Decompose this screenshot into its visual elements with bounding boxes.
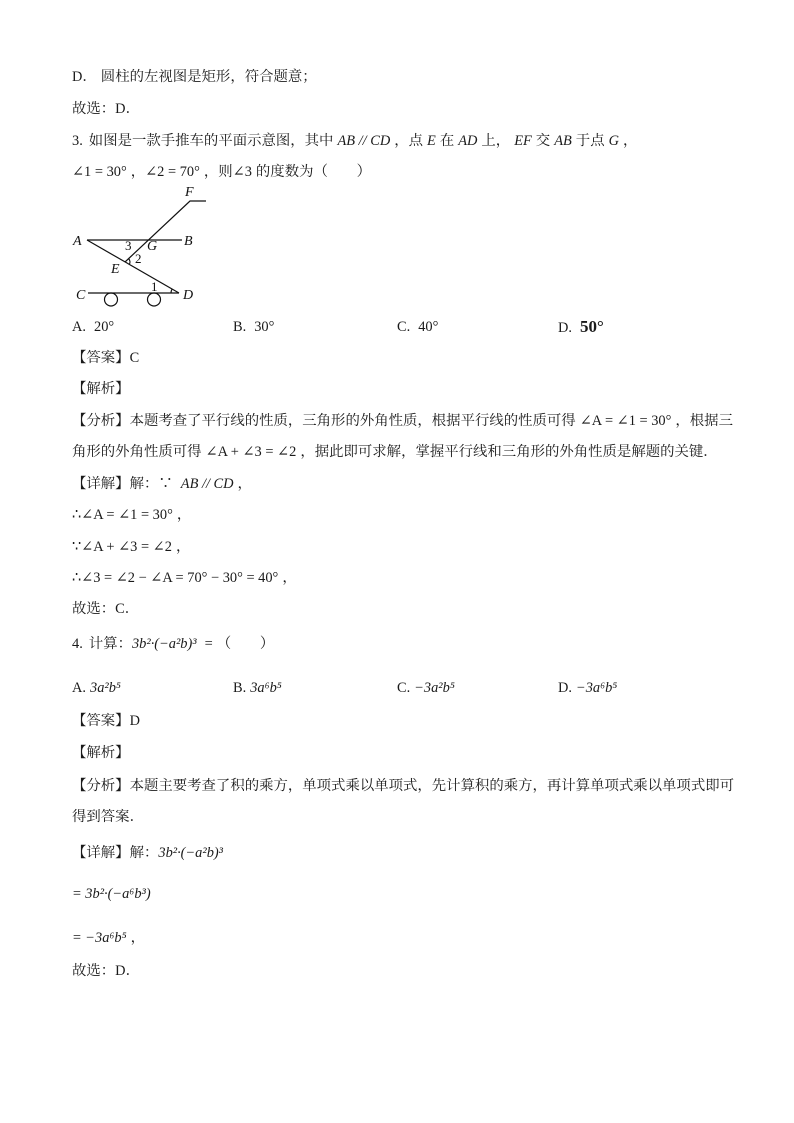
q3-detail-step-3 — [72, 567, 297, 589]
stem-text: ，则 — [203, 164, 233, 180]
analysis-text: 角形的外角性质可得 — [72, 444, 202, 460]
question-number: 4. — [72, 636, 83, 652]
option-d — [558, 315, 604, 340]
option-letter: B. — [233, 680, 247, 696]
choice-text: 故选：D． — [72, 101, 140, 117]
q3-stem-line-2 — [72, 161, 371, 183]
math-expression: ∠A + ∠3 = ∠2 — [205, 444, 297, 460]
cart-figure — [70, 183, 215, 308]
stem-text: 于点 — [575, 133, 605, 149]
detail-text: ， — [176, 507, 192, 523]
label-c: C — [76, 288, 86, 303]
equals-sign: = — [204, 636, 213, 652]
analysis-sub-tag: 【分析】 — [72, 413, 130, 429]
q3-analysis-line-1 — [72, 410, 733, 432]
math-expression: ∠2 = 70° — [145, 164, 200, 180]
math-expression: 3b²·(−a²b)³ — [131, 636, 197, 652]
q3-answer-line — [72, 347, 139, 369]
stem-text: 如图是一款手推车的平面示意图，其中 — [88, 133, 334, 149]
option-value: 3a⁶b⁵ — [250, 680, 282, 696]
stem-text: （ ） — [216, 636, 275, 652]
answer-value: C — [129, 350, 140, 366]
option-explanation: 圆柱的左视图是矩形，符合题意； — [100, 69, 317, 85]
stem-text: 交 — [535, 133, 551, 149]
q3-choice-line — [72, 598, 139, 620]
q4-analysis-heading — [72, 742, 130, 764]
q3-analysis-heading — [72, 378, 130, 400]
option-value: −3a²b⁵ — [414, 680, 455, 696]
q4-options — [0, 676, 794, 700]
analysis-tag: 【解析】 — [72, 745, 130, 761]
analysis-text: 得到答案． — [72, 809, 144, 825]
detail-text: ， — [282, 570, 297, 586]
math-expression: ∵∠A + ∠3 = ∠2 — [72, 539, 172, 555]
q2-option-d-line — [72, 66, 317, 88]
q3-options — [0, 315, 794, 339]
option-b — [233, 315, 274, 339]
stem-text: ， — [130, 164, 146, 180]
detail-tag: 【详解】 — [72, 845, 130, 861]
answer-tag: 【答案】 — [72, 350, 130, 366]
stem-text: 计算： — [88, 636, 132, 652]
stem-text: 上， — [481, 133, 511, 149]
label-angle-1: 1 — [151, 279, 158, 294]
angle-1-arc — [171, 289, 172, 293]
option-value: 50° — [580, 317, 604, 336]
stem-text: ， — [623, 133, 638, 149]
label-angle-2: 2 — [135, 251, 142, 266]
line-ad — [87, 240, 179, 293]
stem-text: 在 — [439, 133, 455, 149]
q4-detail-step-1 — [72, 883, 155, 905]
option-letter: C. — [397, 319, 411, 335]
analysis-sub-tag: 【分析】 — [72, 778, 130, 794]
q4-analysis-line-2 — [72, 806, 144, 828]
detail-text: ， — [237, 476, 252, 492]
option-letter: A. — [72, 680, 86, 696]
analysis-text: ，根据三 — [675, 413, 733, 429]
detail-text: ， — [175, 539, 191, 555]
detail-tag: 【详解】 — [72, 476, 130, 492]
q4-detail-step-2 — [72, 927, 145, 949]
option-letter: D. — [558, 320, 572, 336]
stem-text: ，点 — [394, 133, 424, 149]
math-expression: G — [608, 133, 619, 149]
q3-detail-step-2 — [72, 536, 190, 558]
option-c — [397, 315, 438, 339]
choice-text: 故选：C． — [72, 601, 140, 617]
math-expression: ∠A = ∠1 = 30° — [579, 413, 672, 429]
label-g: G — [147, 239, 158, 254]
choice-text: 故选：D． — [72, 963, 140, 979]
math-expression: AD — [458, 133, 478, 149]
stem-text: 的度数为（ ） — [255, 164, 372, 180]
answer-value: D — [129, 713, 140, 729]
math-expression: = −3a⁶b⁵ — [72, 930, 127, 946]
label-f: F — [185, 185, 194, 200]
option-letter: D. — [558, 680, 572, 696]
q3-analysis-line-2 — [72, 441, 718, 463]
option-value: 30° — [254, 319, 275, 335]
option-letter: B. — [233, 319, 247, 335]
math-expression: AB — [554, 133, 572, 149]
option-b — [233, 676, 286, 700]
q3-detail-line-1 — [72, 473, 252, 495]
math-expression: AB // CD — [337, 133, 391, 149]
option-d — [558, 676, 621, 700]
q3-detail-step-1 — [72, 504, 191, 526]
option-value: 40° — [418, 319, 439, 335]
option-letter: D． — [72, 69, 97, 85]
q4-choice-line — [72, 960, 140, 982]
math-expression: EF — [514, 133, 532, 149]
option-value: 3a²b⁵ — [90, 680, 121, 696]
q3-stem-line-1 — [72, 130, 637, 152]
analysis-text: ，据此即可求解，掌握平行线和三角形的外角性质是解题的关键． — [300, 444, 718, 460]
label-a: A — [73, 234, 82, 249]
label-angle-3: 3 — [125, 238, 132, 253]
option-letter: A. — [72, 319, 86, 335]
math-expression: ∴∠A = ∠1 = 30° — [72, 507, 173, 523]
q4-detail-line-1 — [72, 842, 227, 864]
answer-tag: 【答案】 — [72, 713, 130, 729]
analysis-text: 本题主要考查了积的乘方，单项式乘以单项式，先计算积的乘方，再计算单项式乘以单项式即可 — [129, 778, 734, 794]
wheel-left — [105, 293, 118, 306]
q4-answer-line — [72, 710, 140, 732]
analysis-tag: 【解析】 — [72, 381, 130, 397]
option-letter: C. — [397, 680, 411, 696]
because-symbol: ∵ — [158, 476, 173, 492]
wheel-right — [148, 293, 161, 306]
detail-text: ， — [130, 930, 146, 946]
detail-text: 解： — [129, 845, 159, 861]
option-value: −3a⁶b⁵ — [576, 680, 618, 696]
detail-text: 解： — [129, 476, 159, 492]
analysis-text: 本题考查了平行线的性质，三角形的外角性质，根据平行线的性质可得 — [129, 413, 576, 429]
option-c — [397, 676, 459, 700]
math-expression: ∴∠3 = ∠2 − ∠A = 70° − 30° = 40° — [72, 570, 279, 586]
math-expression: AB // CD — [180, 476, 234, 492]
q4-analysis-line-1 — [72, 775, 734, 797]
option-value: 20° — [94, 319, 115, 335]
q4-stem-line — [72, 633, 274, 655]
math-expression: ∠3 — [232, 164, 252, 180]
option-a — [72, 676, 125, 700]
q2-choice-line — [72, 98, 140, 120]
math-expression: 3b²·(−a²b)³ — [158, 845, 223, 861]
question-number: 3. — [72, 133, 83, 149]
label-b: B — [184, 234, 193, 249]
label-d: D — [183, 288, 194, 303]
option-a — [72, 315, 114, 339]
label-e: E — [111, 262, 120, 277]
math-expression: = 3b²·(−a⁶b³) — [72, 886, 151, 902]
math-expression: ∠1 = 30° — [72, 164, 127, 180]
math-expression: E — [427, 133, 436, 149]
